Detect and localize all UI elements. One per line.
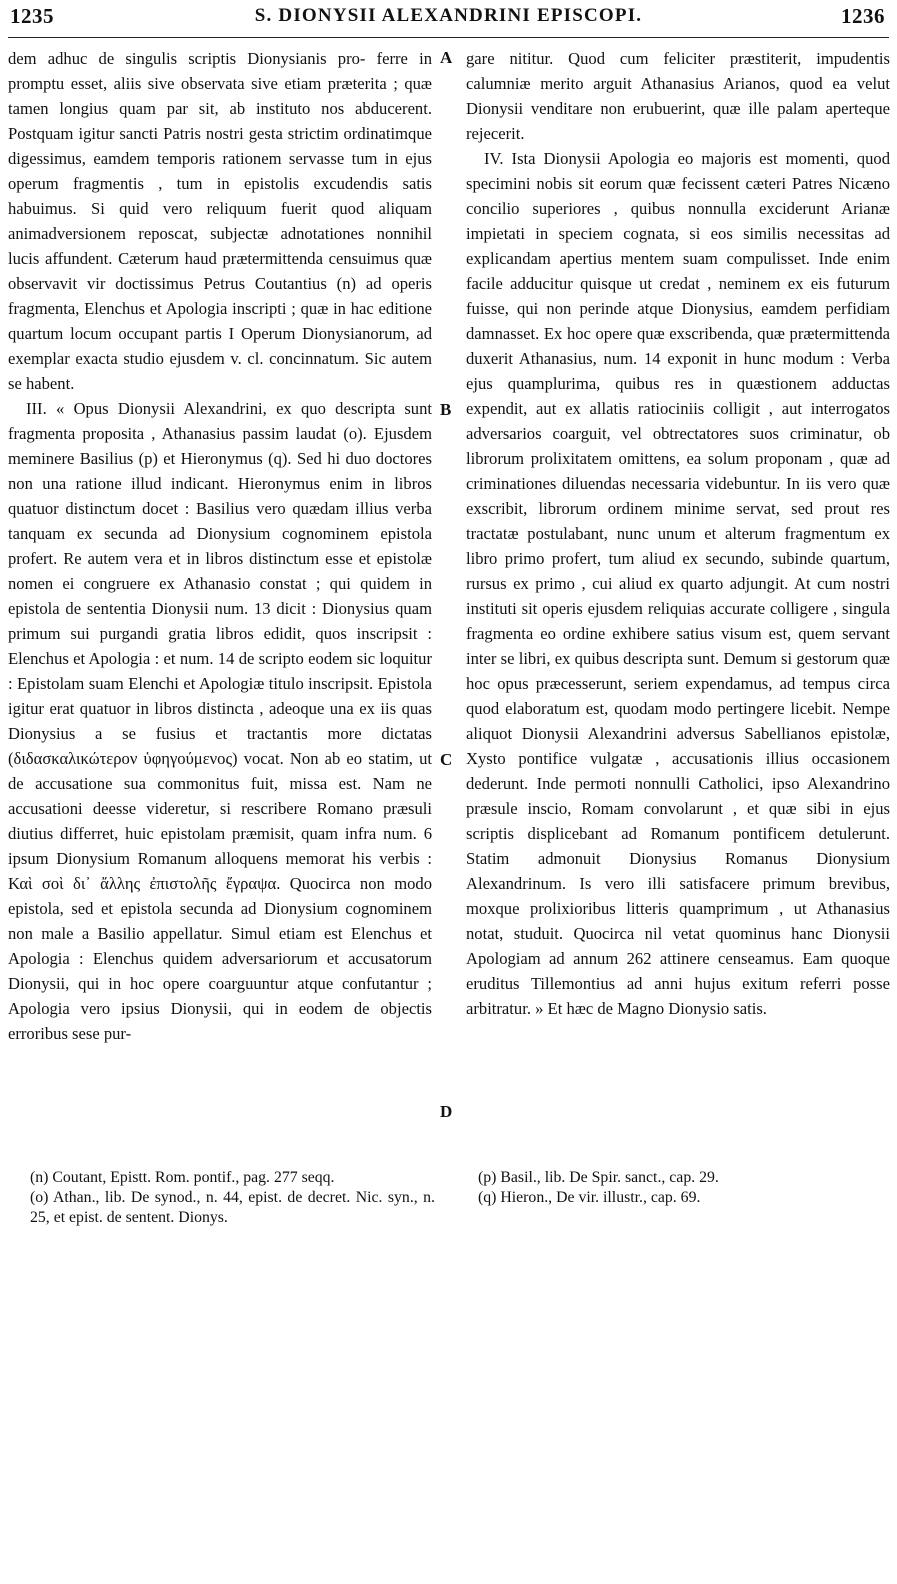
header-rule [8, 37, 889, 38]
margin-letter-a: A [440, 48, 453, 67]
footnote-n: (n) Coutant, Epistt. Rom. pontif., pag. 277 seqq. [30, 1169, 335, 1186]
paragraph-continuation: dem adhuc de singulis scriptis Dionysianis pro- ferre in promptu esset, aliis sive observata sive etiam præterita ; quæ tamen longius quam par sit, ab instituto nos abducerent. Postquam igitur sancti Patris nostri gesta strictim ordinatimque digessimus, eamdem temporis rationem servasse tum in ejus operum fragmentis , tum in epistolis excudendis satis habuimus. Si quid vero reliquum fuerit quod aliquam animadversionem reposcat, subjectæ adnotationes nonnihil lucis affundent. Cæterum haud prætermittenda censuimus quæ observavit vir doctissimus Petrus Coutantius (n) ad operis fragmenta, Elenchus et Apologia inscripti ; quæ in hac editione quartum locum occupant partis I Operum Dionysianorum, ad exemplar exacta studio ejusdem v. cl. concinnatum. Sic autem se habent. [8, 49, 432, 393]
margin-letter-b: B [440, 400, 452, 419]
footnote-p: (p) Basil., lib. De Spir. sanct., cap. 29. [478, 1169, 719, 1186]
footnote-o: (o) Athan., lib. De synod., n. 44, epist. de decret. Nic. syn., n. 25, et epist. de sentent. Dionys. [30, 1189, 435, 1226]
paragraph-iii: III. « Opus Dionysii Alexandrini, ex quo descripta sunt fragmenta proposita , Athanasius passim laudat (o). Ejusdem meminere Basilius (p) et Hieronymus (q). Sed hi duo doctores non una ratione illud indicant. Hieronymus enim in libros quatuor distinctum docet : Basilius vero quædam illius verba tanquam ex secunda ad Dionysium cognominem epistola profert. Re autem vera et in libros distinctum esse et epistolæ nomen ei congruere ex Athanasio constat ; qui quidem in epistola de sententia Dionysii num. 13 dicit : Dionysius quam primum sui purgandi gratia libros edidit, quos inscripsit : Elenchus et Apologia : et num. 14 de scripto eodem sic loquitur : Epistolam suam Elenchi et Apologiæ titulo inscripsit. Epistola igitur erat quatuor in libros distincta , adeoque una ex iis quas Dionysius a se fusius et tractantis more dictatas (διδασκαλικώτερον ὑφηγούμενος) vocat. Non ab eo statim, ut de accusatione sua commonitus fuit, missa est. Nam ne accusationi deesse videretur, si rescribere Romano præsuli diutius differret, huic epistolam præmisit, quam infra num. 6 ipsum Dionysium Romanum alloquens memorat his verbis : Καὶ σοὶ δι᾽ ἄλλης ἐπιστολῆς ἔγραψα. Quocirca non modo epistola, sed et epistola secunda ad Dionysium cognominem non male a Basilio appellatur. Simul etiam est Elenchus et Apologia : Elenchus quidem adversariorum et accusatorum Dionysii, qui in hoc opere coarguuntur atque confutantur ; Apologia vero ipsius Dionysii, qui in eodem de objectis erroribus sese pur- [8, 399, 432, 1043]
margin-letter-d: D [440, 1102, 453, 1121]
paragraph-iv: IV. Ista Dionysii Apologia eo majoris est momenti, quod specimini nobis sit eorum quæ fecissent cæteri Patres Nicæno concilio superiores , quibus nonnulla exciderunt Arianæ impietati in speciem cognata, si eos similis necessitas ad explicandam apertius mentem suam compulisset. Inde enim facile adducitur quisque ut credat , neminem ex eis futurum fuisse, qui non perinde atque Dionysius, eamdem perfidiam damnasset. Ex hoc opere quæ exscribenda, quæ prætermittenda duxerit Athanasius, num. 14 exponit in hunc modum : Verba ejus quamplurima, quibus res in quæstionem adductas expendit, aut ex allatis ratiociniis colligit , aut interrogatos adversarios coarguit, vel obtrectatores suos criminatur, ob librorum prolixitatem omittens, ea solum proponam , quæ ad criminationes diluendas necessaria videbuntur. In iis vero quæ exscribit, librorum ordinem minime servat, sed prout res tractatæ postulabant, nunc unum et alterum fragmentum ex libro primo profert, tum aliud ex secundo, subinde quartum, rursus ex primo , cui aliud ex quarto adjungit. At cum nostri instituti sit operis ejusdem reliquias accurate colligere , singula fragmenta eo ordine exhibere satius visum est, quem servant inter se libri, ex quibus descripta sunt. Demum si gestorum quæ hoc opus præcesserunt, seriem expendamus, ad tempus circa quod elaboratum est, quodam modo pertingere licebit. Nempe aliquot Dionysii Alexandrini adversus Sabellianos epistolæ, Xysto pontifice vulgatæ , accusationis illius occasionem dederunt. Inde permoti nonnulli Catholici, ipso Alexandrino præsule inscio, Romam convolarunt , et quæ sibi in ejus scriptis displicebant ad Romanum pontificem detulerunt. Statim admonuit Dionysius Romanus Dionysium Alexandrinum. Is vero illi satisfacere primum brevibus, moxque prolixioribus litteris quamprimum , ut Athanasius notat, studuit. Quocirca nil vetat quominus hanc Dionysii Apologiam ad annum 262 attinere censeamus. Eam quoque eruditus Tillemontius ad anni hujus exitum referri posse arbitratur. » Et hæc de Magno Dionysio satis. [466, 149, 890, 1018]
right-column [466, 46, 890, 1021]
margin-letter-c: C [440, 750, 453, 769]
footnote-q: (q) Hieron., De vir. illustr., cap. 69. [478, 1189, 701, 1206]
paragraph-continuation-right: gare nititur. Quod cum feliciter præstiterit, impudentis calumniæ merito arguit Athanasius Arianos, quod ea velut Dionysii venditare non erubuerint, quæ ille palam aperteque rejecerit. [466, 49, 890, 143]
page-number-left: 1235 [10, 4, 54, 28]
left-column [8, 46, 432, 1046]
page-header [0, 4, 897, 30]
page-number-right: 1236 [841, 4, 885, 28]
running-title: S. DIONYSII ALEXANDRINI EPISCOPI. [254, 5, 643, 26]
footnotes-right [478, 1168, 883, 1208]
footnotes-left [30, 1168, 435, 1228]
